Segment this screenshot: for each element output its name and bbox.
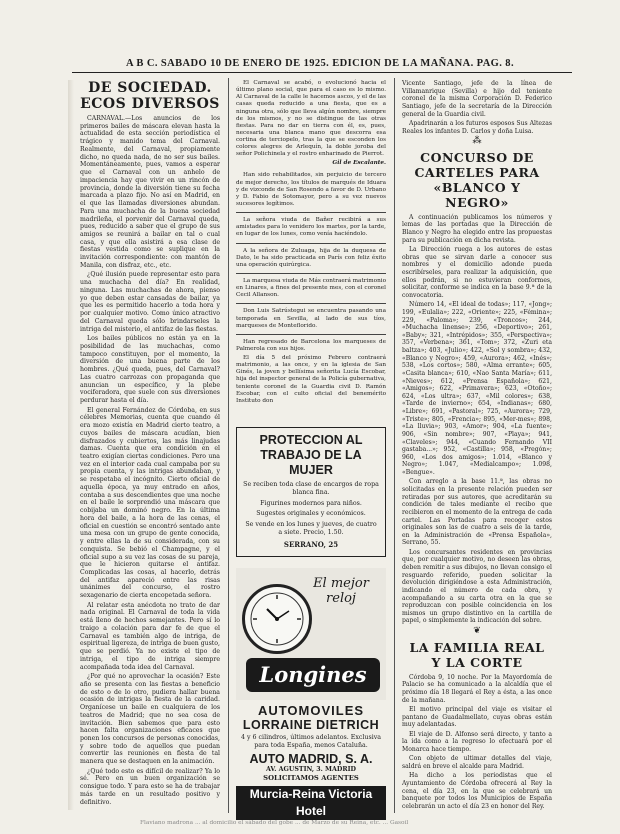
news-item: Don Luis Satrústegui se encuentra pasando una temporada en Sevilla, al lado de sus tíos, marqueses de Monteflorido. bbox=[236, 308, 386, 329]
news-item: A la señora de Zuluaga, hija de la duquesa de Dato, le ha sido practicada en París con feliz éxito una operación quirúrgica. bbox=[236, 247, 386, 268]
ornament-divider: ⁂ bbox=[472, 136, 482, 147]
divider bbox=[236, 273, 386, 274]
column-society bbox=[80, 80, 220, 808]
ad-text: Se vende en los lunes y jueves, de cuatro a siete. Precio, 1.50. bbox=[245, 521, 377, 536]
ad-company: AUTO MADRID, S. A. bbox=[249, 752, 373, 766]
divider bbox=[236, 303, 386, 304]
brand-logo-longines: Longines bbox=[246, 658, 380, 692]
divider bbox=[236, 334, 386, 335]
article-paragraph: ¿Por qué no aprovechar la ocasión? Este año se presenta con las fiestas a beneficio de esto o de lo otro, pudiera hallar buena ocasión de intrigas la fiesta de la caridad. Organícese un baile en cualquiera de los teatros de Madrid; que no sea cosa de invitación. Bien sabemos que para esto hacen falta organizaciones eficaces que ponen los concursos de personas conocidas, y sobre todo de aquellos que puedan convertir las reuniones en fiesta de tal manera que se destaquen en la animación. bbox=[80, 673, 220, 766]
article-paragraph: ¿Qué ilusión puede representar esto para una muchacha del día? En realidad, ninguna. Las muchachas de ahora, pienso yo que deben estar cansadas de bailar, ya que les es permitido hacerlo a toda hora y por cualquier motivo. Como único atractivo del Carnaval queda sólo brindarseles la intriga del misterio, el antifaz de las fiestas. bbox=[80, 271, 220, 333]
ornament-divider: ❦ bbox=[473, 626, 481, 637]
news-item: El día 5 del próximo Febrero contraerá matrimonio, a las once, y en la iglesia de San Ginés, la joven y bellísima señorita Lucía Escobar, hija del inspector general de la Policía gubernativa, teniente coronel de la Guardia civil D. Ramón Escobar, con el culto oficial del benemérito Instituto don bbox=[236, 354, 386, 404]
ad-slogan: El mejor reloj bbox=[313, 576, 369, 606]
article-paragraph: Córdoba 9, 10 noche. Por la Mayordomía de Palacio se ha comunicado a la alcaldía que el próximo día 18 llegará el Rey a ésta, a las once de la mañana. bbox=[402, 673, 552, 704]
ad-proteccion-mujer bbox=[236, 427, 386, 557]
ad-text: Se reciben toda clase de encargos de ropa blanca fina. bbox=[243, 481, 379, 496]
article-paragraph: Con arreglo a la base 11.ª, las obras no solicitadas en la presente relación pueden ser retiradas por sus autores, que acreditarán su condición de tales mediante el recibo que recibieron en el momento de la entrega de cada cartel. Las Portadas para recoger estos originales son las de cuatro a seis de la tarde, en la Administración de «Prensa Española», Serrano, 55. bbox=[402, 478, 552, 547]
article-paragraph: El motivo principal del viaje es visitar el pantano de Guadalmellato, cuyas obras están muy adelantadas. bbox=[402, 706, 552, 729]
news-item: Han regresado de Barcelona los marqueses de Palmerola con sus hijos. bbox=[236, 338, 386, 353]
ad-hotel-banner: Murcia-Reina Victoria Hotel bbox=[236, 786, 386, 820]
ad-longines bbox=[236, 568, 386, 700]
ad-text: Figurines modernos para niños. bbox=[260, 499, 362, 507]
article-paragraph: El Carnaval se acabó, o evolucionó hacia el último plano social, que para el caso es lo mismo. Al Carnaval de la calle le hacemos ascos, y el de las casas queda reducido a una fiesta, que es a ninguna otra, sólo que lleva algún nombre, siempre de los mismos, y no se distingue de las otras fiestas. Para no dar en tierra con él, es, pues, necesaria una blanca mano que descorra esa cortina de terciopelo, tras la que se esconden los colores alegres de Arlequín, la doble joroba del señor Polichinela y el rostro enharinado de Pierrot. bbox=[236, 80, 386, 158]
column-right bbox=[402, 80, 552, 812]
section-heading: DE SOCIEDAD. bbox=[88, 80, 212, 96]
article-paragraph: A continuación publicamos los números y lemas de las portadas que la Dirección de Blanco y Negro ha elegido entre las propuestas para su publicación en dicha revista. bbox=[402, 213, 552, 244]
divider bbox=[236, 243, 386, 244]
header-rule bbox=[72, 72, 572, 73]
news-item: Vicente Santiago, jefe de la línea de Villamanrique (Sevilla) e hijo del teniente coronel de la misma Corporación D. Federico Santiago, jefe de la secretaría de la Dirección general de la Guardia civil. bbox=[402, 80, 552, 118]
page-header: A B C. SABADO 10 DE ENERO DE 1925. EDICION DE LA MAÑANA. PAG. 8. bbox=[126, 58, 514, 69]
ad-text: SOLICITAMOS AGENTES bbox=[263, 773, 359, 782]
ad-address: SERRANO, 25 bbox=[283, 539, 339, 549]
column-rule-2 bbox=[394, 78, 395, 813]
article-paragraph: ¿Qué todo esto es difícil de realizar? Ya lo sé. Pero en un buen organización se consigue todo. Y para esto se ha de trabajar más tarde en un resultado positivo y definitivo. bbox=[80, 767, 220, 806]
article-paragraph: El general Fernández de Córdoba, en sus célebres Memorias, cuenta que cuando él era mozo existía en Madrid cierto teatro, a cuyos bailes de máscara acudían, bien disfrazados y cubiertos, las más linajudas damas. Cuenta que era condición en el teatro exigían ciertas condiciones. Pero una vez en el interior cada cual campaba por su propia cuenta, y las intrigas abundaban, y se respetaba el incógnito. Cierto oficial de aquella época, ya muy entrado en años, contaba a sus descendientes que una noche en el baile le sorprendió una máscara que cobijaba un dominó negro. En la última hora del baile, a la hora de las cenas, el oficial en cuestión se encontró sentado ante una mesa con un grupo de gente conocida, y entre ellas la de su considerada, con su conquista. Se bebió el Champagne, y el oficial supo a su vez las cosas de su pareja, que le hicieron quitarse el antifaz. Complicadas las cosas, al hacerlo, detrás del antifaz apareció entre las risas unánimes del concurso, el rostro sexagenario de cierta encopetada señora. bbox=[80, 406, 220, 600]
column-rule-1 bbox=[228, 78, 229, 813]
ad-title: PROTECCION AL TRABAJO DE LA MUJER bbox=[259, 433, 363, 477]
section-subheading-corte: Y LA CORTE bbox=[431, 654, 523, 670]
section-subheading: ECOS DIVERSOS bbox=[80, 96, 220, 112]
article-paragraph: Con objeto de ultimar detalles del viaje, saldrá en breve el alcalde para Madrid. bbox=[402, 755, 552, 770]
article-paragraph: Al relatar esta anécdota no trato de dar nada original. El Carnaval de toda la vida está lleno de hechos semejantes. Pero sí lo traigo a colación para dar fe de que el Carnaval es también algo de intriga, de espiritual ligereza, de intriga de buen gusto, que se perdió. Ya no existe el tipo de intriga, el tipo de intriga siempre acompañada toda idea del Carnaval. bbox=[80, 601, 220, 671]
news-item: Apadrinarán a los futuros esposos Sus Altezas Reales los infantes D. Carlos y doña Luisa. bbox=[402, 119, 552, 135]
ad-heading: AUTOMOVILES bbox=[257, 703, 365, 718]
column-social-notes bbox=[236, 80, 386, 407]
ad-text: Sugestes originales y económicos. bbox=[256, 510, 366, 518]
ad-text: 4 y 6 cilindros, últimos adelantos. Exclusiva para toda España, menos Cataluña. bbox=[240, 734, 382, 749]
divider bbox=[236, 212, 386, 213]
author-signature: Gil de Escalante. bbox=[332, 160, 386, 167]
news-item: La señora viuda de Bañer recibirá a sus amistades para lo venidero los martes, por la tarde, en lugar de los lunes, como venía haciéndolo. bbox=[236, 217, 386, 238]
news-item: Han sido rehabilitados, sin perjuicio de tercero de mejor derecho, los títulos de marqués de Iduara y de vizconde de San Rosendo a favor de D. Urbano y D. Fabio de Sotomayor, pero a su vez nuevos sucesores legítimos. bbox=[236, 172, 386, 208]
ad-address: AV. AGUSTIN, 3. MADRID bbox=[266, 766, 356, 773]
article-paragraph: El viaje de D. Alfonso será directo, y tanto a la ida como a la regreso lo efectuará por el Monarca hace tiempo. bbox=[402, 730, 552, 753]
article-paragraph: Los bailes públicos no están ya en la posibilidad de las muchachas, como tampoco constituyen, por el momento, la diversión de una buena parte de los hombres. ¿Qué queda, pues, del Carnaval? Las cuatro carrozas con propaganda que anuncian un específico, y la plebe vociferadora, que suele con sus diversiones perdurar hasta el día. bbox=[80, 335, 220, 405]
page-footer: Flaviano madrona ... al domicilio el sábado del gobe ... de Marzo de su Reina, etc. ... Gasoil bbox=[140, 820, 409, 826]
article-paragraph: Los concursantes residentes en provincias que, por cualquier motivo, no deseen las obras, deben remitir a sus dibujos, no llevan consigo el resguardo referido, pueden solicitar la devolución dirigiéndose a esta Administración, indicando el número de cada obra, y acompañando a su carta otra en la que se reproduzcan con posible coincidencia en los mismos un grupo distintivo en la cartilla de papel, o simplemente la indicación del sobre. bbox=[402, 548, 552, 625]
page-fold-shadow bbox=[68, 80, 74, 810]
article-paragraph: CARNAVAL.—Los anuncios de los primeros bailes de máscara elevan hasta la actualidad de esta sección periodística el trágico y manido tema del Carnaval. Realmente, del Carnaval, propiamente dicho, no queda nada, de no ser sus bailes. Momentáneamente, pues, vamos a esperar que el Carnaval con un anhelo de impaciencia hay que vivir en un rincón de provincia, donde la diversión tiene su fecha marcada a plazo fijo. No así en Madrid, en el que las llamadas diversiones abundan. Para una muchacha de la buena sociedad madrileña, el porvenir del Carnaval queda, pues, reducido a saber que el grupo de sus amigos se reunirá a bailar en tal o cual casa, y que ella asistirá a esa clase de fiestas vestida como se suplique en la invitación correspondiente: con mantón de Manila, con disfraz, etc., etc. bbox=[80, 115, 220, 269]
section-heading-familia-real: LA FAMILIA REAL bbox=[409, 639, 545, 655]
ad-brand: LORRAINE DIETRICH bbox=[242, 718, 380, 732]
pocket-watch-icon bbox=[242, 584, 312, 654]
article-paragraph: La Dirección ruega a los autores de estas obras que se sirvan darle a conocer sus nombres y el domicilio adonde pueda escribírseles, para realizar la adquisición, que ellos podrán, si no estuvieran conformes, solicitar, conforme se indica en la base 9.ª de la convocatoria. bbox=[402, 246, 552, 299]
watch-face bbox=[245, 587, 309, 651]
article-paragraph: Número 14, «El ideal de todas»; 117, «Jong»; 199, «Eulalia»; 222, «Oriente»; 225, «Fémina»; 229, «Paloma»; 239, «Troncos»; 244, «Muchacha linense»; 256, «Deportivo»; 261, «Baby»; 321, «Intrépidos»; 355, «Perspectiva»; 357, «Verbena»; 361, «Tom»; 372, «Zuri eta baltza»; 403, «Julio»; 422, «Sol y sombra»; 432, «Blanco y Negro»; 459, «Aurora»; 462, «Inés»; 538, «Los cortos»; 580, «Alma errante»; 605, «Casita blanca»; 610, «Nao Santa María»; 611, «Nieves»; 612, «Prensa Española»; 621, «Amigos»; 622, «Primavera»; 623, «Otoño»; 624, «Los ultra»; 637, «Mil colores»; 638, «Tarde de invierno»; 654, «Indianas»; 680, «Libre»; 691, «Pastoral»; 725, «Aurora»; 729, «Triste»; 805, «Frencia»; 895, «Mer-mes»; 898, «La lluvia»; 903, «Amor»; 904, «La fuente»; 906, «Sin nombre»; 907, «Playa»; 941, «Claveles»; 944, «Cuando Fernando VII gastaba...»; 952, «Castilla»; 958, «Pregón»; 960, «Los dos amigos»; 1.014, «Blanco y Negro»; 1.047, «Medialcampo»; 1.098, «Bengue». bbox=[402, 301, 552, 477]
news-item: La marquesa viuda de Más contraerá matrimonio en Linares, a fines del presente mes, con el coronel Cecil Allanson. bbox=[236, 278, 386, 299]
section-heading-concurso: CONCURSO DE CARTELES PARA «BLANCO Y NEGRO» bbox=[414, 149, 540, 210]
ad-automoviles bbox=[236, 703, 386, 818]
article-paragraph: Ha dicho a los periodistas que el Ayuntamiento de Córdoba ofrecerá al Rey la cena, el día 23, en la que se celebrará un banquete por todos los Municipios de España celebrarán un acto el día 23 en honor del Rey. bbox=[402, 772, 552, 810]
